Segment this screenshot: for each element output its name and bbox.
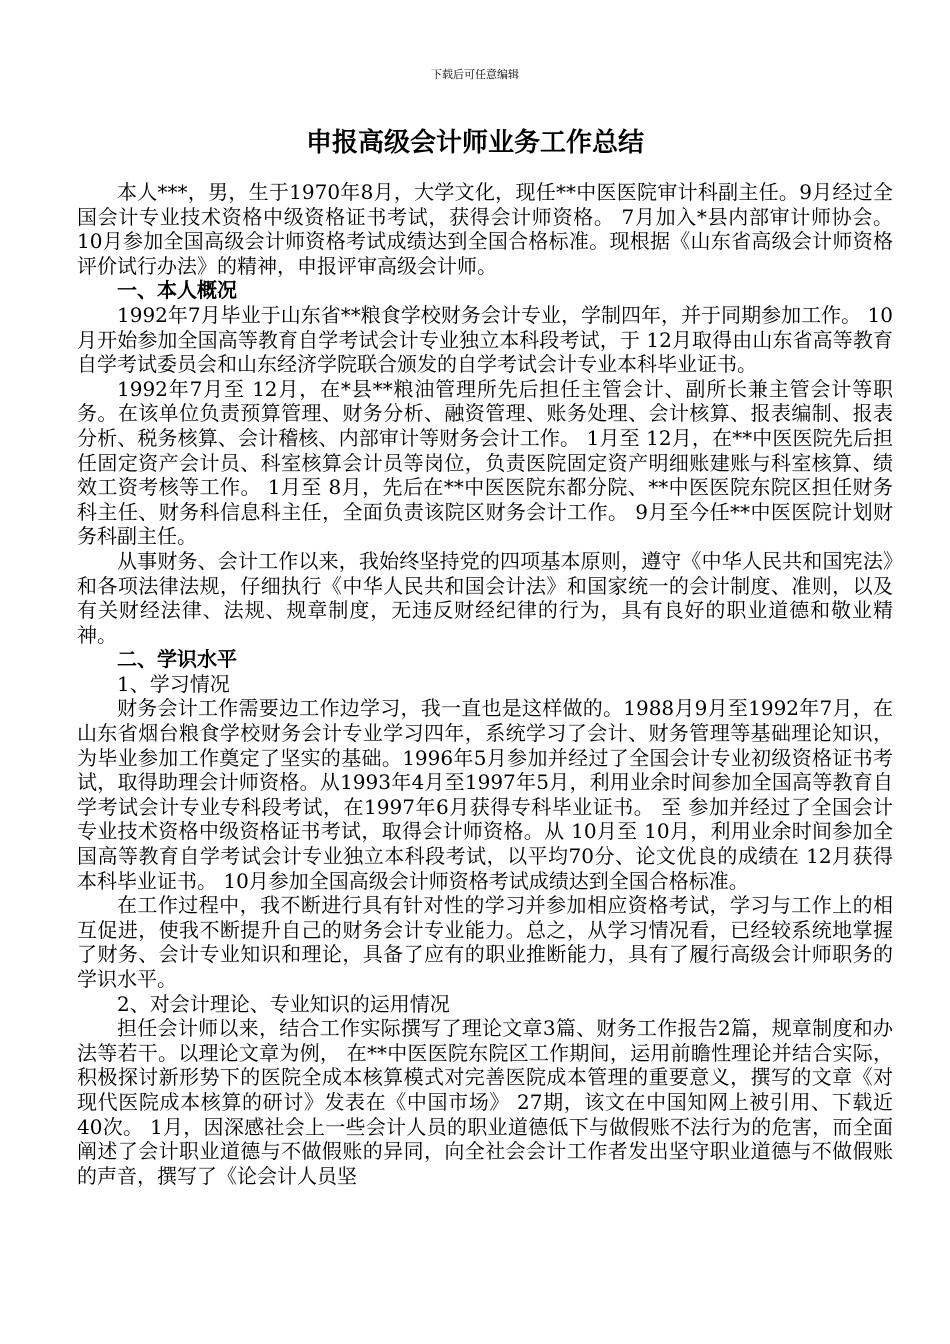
subheading-study: 1、学习情况 [117, 671, 230, 696]
document-title: 申报高级会计师业务工作总结 [305, 128, 644, 158]
paragraph-ethics: 从事财务、会计工作以来，我始终坚持党的四项基本原则，遵守《中华人民共和国宪法》和各项法律法规，仔细执行《中华人民共和国会计法》和国家统一的会计制度、准则，以及有关财经法律、法规、规章制度，无违反财经纪律的行为，具有良好的职业道德和敬业精神。 [77, 548, 893, 647]
paragraph-education: 1992年7月毕业于山东省**粮食学校财务会计专业，学制四年，并于同期参加工作。 10月开始参加全国高等教育自学考试会计专业独立本科段考试，于 12月取得由山东省高等教育自学考试委员会和山东经济学院联合颁发的自学考试会计专业本科毕业证书。 [77, 302, 893, 377]
header-note: 下载后可任意编辑 [431, 68, 519, 81]
subheading-application: 2、对会计理论、专业知识的运用情况 [117, 991, 450, 1016]
section-heading-knowledge: 二、学识水平 [117, 647, 237, 672]
paragraph-intro: 本人***，男，生于1970年8月，大学文化，现任**中医医院审计科副主任。9月经过全国会计专业技术资格中级资格证书考试，获得会计师资格。 7月加入*县内部审计师协会。 10月参加全国高级会计师资格考试成绩达到全国合格标准。现根据《山东省高级会计师资格评价试行办法》的精神，申报评审高级会计师。 [77, 180, 893, 278]
paragraph-application: 担任会计师以来，结合工作实际撰写了理论文章3篇、财务工作报告2篇，规章制度和办法等若干。以理论文章为例， 在**中医医院东院区工作期间，运用前瞻性理论并结合实际，积极探讨新形势下的医院全成本核算模式对完善医院成本管理的重要意义，撰写的文章《对现代医院成本核算的研讨》发表在《中国市场》 27期，该文在中国知网上被引用、下载近40次。 1月，因深感社会上一些会计人员的职业道德低下与做假账不法行为的危害，而全面阐述了会计职业道德与不做假账的异同，向全社会会计工作者发出坚守职业道德与不做假账的声音，撰写了《论会计人员坚 [77, 1016, 893, 1188]
paragraph-study: 财务会计工作需要边工作边学习，我一直也是这样做的。1988月9月至1992年7月，在山东省烟台粮食学校财务会计专业学习四年，系统学习了会计、财务管理等基础理论知识，为毕业参加工作奠定了坚实的基础。1996年5月参加并经过了全国会计专业初级资格证书考试，取得助理会计师资格。从1993年4月至1997年5月，利用业余时间参加全国高等教育自学考试会计专业专科段考试，在1997年6月获得专科毕业证书。 至 参加并经过了全国会计专业技术资格中级资格证书考试，取得会计师资格。从 10月至 10月，利用业余时间参加全国高等教育自学考试会计专业独立本科段考试，以平均70分、论文优良的成绩在 12月获得本科毕业证书。 10月参加全国高级会计师资格考试成绩达到全国合格标准。 [77, 696, 893, 893]
document-body [77, 180, 893, 1188]
section-heading-overview: 一、本人概况 [117, 278, 237, 303]
paragraph-study-summary: 在工作过程中，我不断进行具有针对性的学习并参加相应资格考试，学习与工作上的相互促进，使我不断提升自己的财务会计专业能力。总之，从学习情况看，已经较系统地掌握了财务、会计专业知识和理论，具备了应有的职业推断能力，具有了履行高级会计师职务的学识水平。 [77, 893, 893, 991]
paragraph-career: 1992年7月至 12月，在*县**粮油管理所先后担任主管会计、副所长兼主管会计等职务。在该单位负责预算管理、财务分析、融资管理、账务处理、会计核算、报表编制、报表分析、税务核算、会计稽核、内部审计等财务会计工作。 1月至 12月，在**中医医院先后担任固定资产会计员、科室核算会计员等岗位，负责医院固定资产明细账建账与科室核算、绩效工资考核等工作。 1月至 8月，先后在**中医医院东都分院、**中医医院东院区担任财务科主任、财务科信息科主任，全面负责该院区财务会计工作。 9月至今任**中医医院计划财务科副主任。 [77, 376, 893, 549]
